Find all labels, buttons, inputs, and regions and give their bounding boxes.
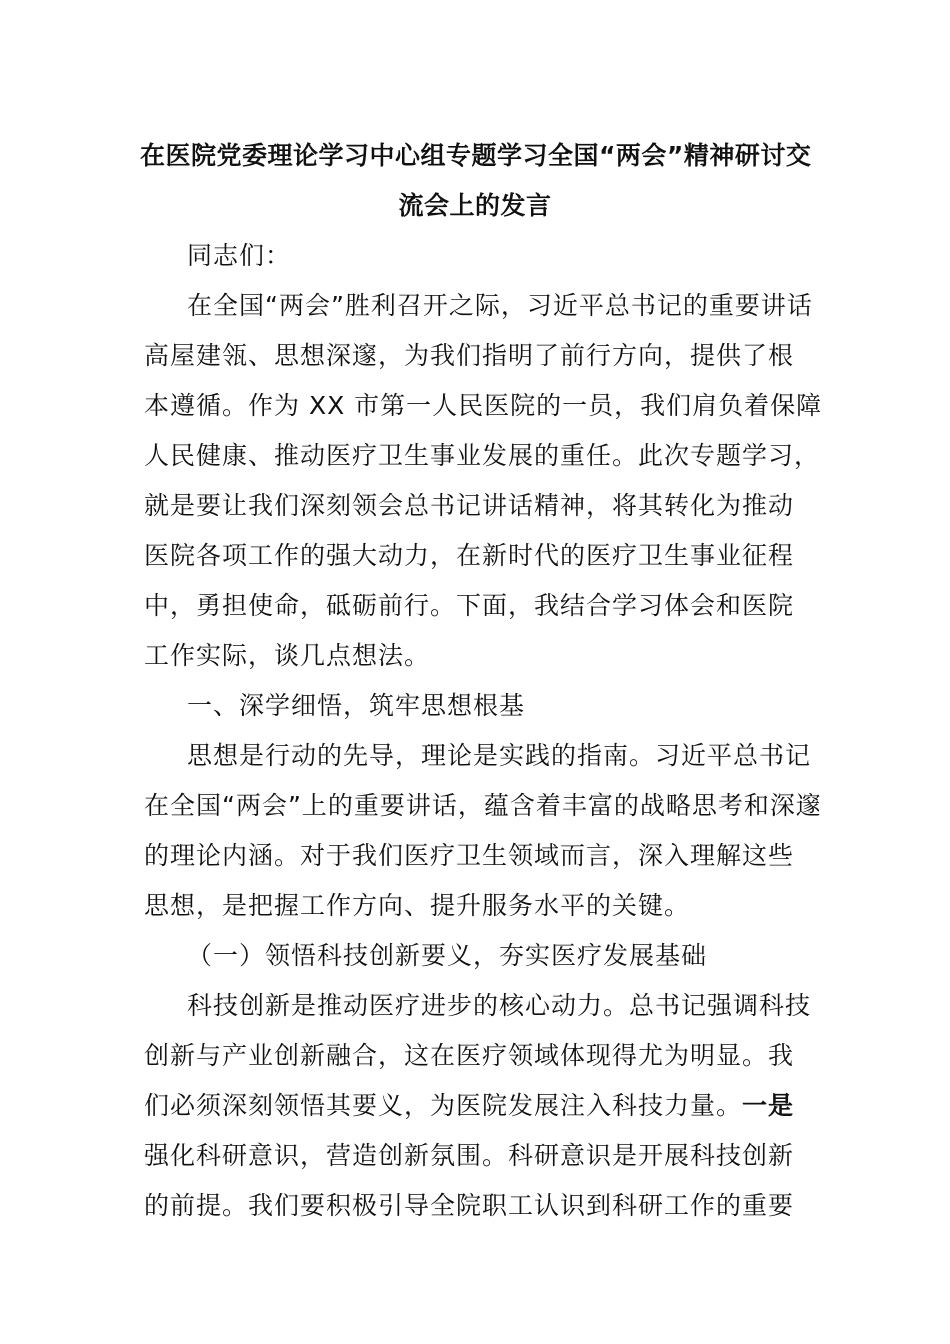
paragraph-line: 创新与产业创新融合，这在医疗领域体现得尤为明显。我 <box>144 1041 795 1070</box>
paragraph-line: 人民健康、推动医疗卫生事业发展的重任。此次专题学习， <box>144 441 821 470</box>
paragraph-line: 思想，是把握工作方向、提升服务水平的关键。 <box>144 891 691 920</box>
paragraph-line: 高屋建瓴、思想深邃，为我们指明了前行方向，提供了根 <box>144 341 795 370</box>
section-heading: 一、深学细悟，筑牢思想根基 <box>187 691 526 720</box>
document-title-line-1: 在医院党委理论学习中心组专题学习全国“两会”精神研讨交 <box>140 141 812 170</box>
paragraph-line: 医院各项工作的强大动力，在新时代的医疗卫生事业征程 <box>144 541 795 570</box>
paragraph-line: 中，勇担使命，砥砺前行。下面，我结合学习体会和医院 <box>144 591 795 620</box>
paragraph-line: 科技创新是推动医疗进步的核心动力。总书记强调科技 <box>187 991 812 1020</box>
paragraph-line: 思想是行动的先导，理论是实践的指南。习近平总书记 <box>187 741 812 770</box>
emphasis-label: 一是 <box>742 1091 795 1120</box>
paragraph-line: 在全国“两会”上的重要讲话，蕴含着丰富的战略思考和深邃 <box>144 791 822 820</box>
paragraph-text: 们必须深刻领悟其要义，为医院发展注入科技力量。 <box>144 1091 743 1120</box>
paragraph-line: 的理论内涵。对于我们医疗卫生领域而言，深入理解这些 <box>144 841 795 870</box>
document-title-line-2: 流会上的发言 <box>398 191 552 220</box>
paragraph-line: 在全国“两会”胜利召开之际，习近平总书记的重要讲话 <box>187 291 813 320</box>
paragraph-line: 就是要让我们深刻领会总书记讲话精神，将其转化为推动 <box>144 491 795 520</box>
paragraph-line <box>144 1086 794 1122</box>
paragraph-line: 的前提。我们要积极引导全院职工认识到科研工作的重要 <box>144 1191 795 1220</box>
paragraph-line: 本遵循。作为 XX 市第一人民医院的一员，我们肩负着保障 <box>144 391 823 420</box>
subsection-heading: （一）领悟科技创新要义，夯实医疗发展基础 <box>187 941 708 970</box>
salutation: 同志们： <box>187 241 292 270</box>
paragraph-line: 强化科研意识，营造创新氛围。科研意识是开展科技创新 <box>144 1141 795 1170</box>
paragraph-line: 工作实际，谈几点想法。 <box>144 641 431 670</box>
